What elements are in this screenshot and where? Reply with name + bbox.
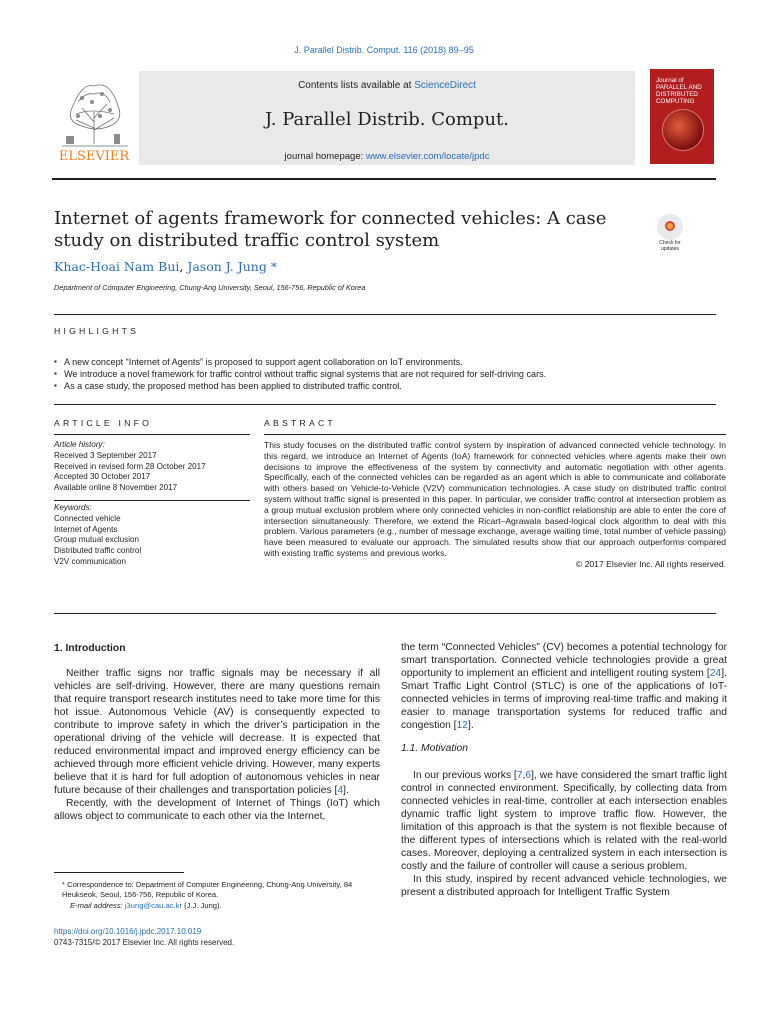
paragraph: In this study, inspired by recent advanced vehicle technologies, we present a distributed approach for Intelligent Traffic System — [401, 874, 727, 898]
paragraph-text: Neither traffic signs nor traffic signals may be necessary if all vehicles are self-driving. However, there are many questions remain that require transport research institutes need to take more time for this hot issue. Autonomous Vehicle (AV) is consequently expected to contribute to improve safety in which the driver’s participation in the operational driving of the vehicle will decrease. It is expected that reduced environmental impact and improved energy efficiency can be achieved through more efficient vehicle driving. However, many experts believe that it is hard for full adoption of autonomous vehicles in near future because of their challenges and transportation policies [ — [54, 668, 380, 796]
list-item: ▪ We introduce a novel framework for traffic control without traffic signal systems that are not required for self-driving cars. — [54, 368, 716, 380]
footnote-rule — [54, 872, 184, 873]
section-rule — [54, 404, 716, 405]
abstract-body — [264, 440, 726, 570]
check-for-updates-button[interactable] — [651, 214, 689, 252]
keyword: Distributed traffic control — [54, 546, 142, 556]
affiliation: Department of Computer Engineering, Chung-Ang University, Seoul, 156-756, Republic of Korea — [54, 283, 366, 292]
history-label: Article history: — [54, 440, 105, 449]
email-label: E-mail address: — [70, 900, 125, 910]
citation-link[interactable]: 4 — [337, 785, 344, 796]
homepage-prefix: journal homepage: — [284, 151, 366, 162]
author-list — [54, 259, 277, 274]
check-updates-icon — [657, 214, 683, 240]
footnote-mark: * — [62, 880, 65, 889]
paragraph-text: ]. — [468, 720, 474, 731]
history-entry: Accepted 30 October 2017 — [54, 472, 151, 482]
homepage-link[interactable]: www.elsevier.com/locate/jpdc — [365, 151, 490, 162]
issn-line: 0743-7315/© 2017 Elsevier Inc. All rights reserved. — [54, 938, 235, 947]
article-title: Internet of agents framework for connected vehicles: A case study on distributed traffic control system — [54, 208, 607, 251]
elsevier-tree-icon — [52, 72, 137, 162]
author-separator: , — [179, 259, 188, 274]
body-right-column — [401, 641, 727, 899]
author-link[interactable]: Jason J. Jung — [187, 259, 267, 274]
journal-cover[interactable] — [650, 69, 714, 164]
sciencedirect-link[interactable]: ScienceDirect — [414, 80, 476, 91]
subsection-heading: 1.1. Motivation — [401, 743, 468, 754]
contents-line — [139, 80, 635, 91]
keyword: V2V communication — [54, 556, 126, 566]
citation-link[interactable]: 6 — [525, 770, 532, 781]
citation-link[interactable]: 24 — [709, 668, 722, 679]
citation-separator: , — [522, 770, 526, 781]
contents-prefix: Contents lists available at — [298, 80, 415, 91]
keyword: Connected vehicle — [54, 513, 121, 523]
paragraph-text: the term “Connected Vehicles” (CV) becomes a potential technology for smart transportation. Connected vehicle technologies provide a great opportunity to implement an efficient and intelligent routing system [ — [401, 642, 727, 679]
body-left-column — [54, 642, 380, 823]
paragraph — [401, 641, 727, 732]
footnote-text: Correspondence to: Department of Computer Engineering, Chung-Ang University, 84 Heukseok, Seoul, 156-756, Republic of Korea. — [62, 880, 353, 900]
author-link[interactable]: Khac-Hoai Nam Bui — [54, 259, 180, 274]
corresponding-mark[interactable]: * — [266, 259, 278, 274]
highlights-list — [54, 356, 716, 393]
keyword: Group mutual exclusion — [54, 535, 140, 545]
paragraph: Recently, with the development of Internet of Things (IoT) which allows object to communicate to each other via the Internet, — [54, 798, 380, 822]
section-rule — [54, 314, 716, 315]
cover-artwork — [662, 109, 704, 151]
section-rule — [264, 434, 726, 435]
history-entry: Available online 8 November 2017 — [54, 483, 178, 493]
section-heading: 1. Introduction — [54, 643, 126, 654]
article-info-heading: ARTICLE INFO — [54, 418, 153, 428]
paragraph-text: ]. — [343, 785, 349, 796]
article-info — [54, 440, 250, 568]
doi-link[interactable]: https://doi.org/10.1016/j.jpdc.2017.10.019 — [54, 927, 202, 936]
footnote — [54, 880, 382, 911]
history-entry: Received in revised form 28 October 2017 — [54, 461, 206, 471]
cover-title: Journal of PARALLEL AND DISTRIBUTED COMPUTING — [656, 77, 702, 105]
section-rule — [54, 613, 716, 614]
paragraph-text: In our previous works [ — [413, 770, 517, 781]
elsevier-logo — [52, 72, 137, 162]
paragraph-text: ]. Smart Traffic Light Control (STLC) is one of the applications of IoT-connected vehicles in terms of improving real-time traffic and making it easier to manage transportation systems for reduced traffic and congestion [ — [401, 668, 727, 731]
publisher-wordmark: ELSEVIER — [58, 149, 130, 162]
journal-title: J. Parallel Distrib. Comput. — [264, 109, 509, 130]
homepage-line — [139, 151, 635, 162]
citation-link[interactable]: 12 — [456, 720, 468, 731]
email-suffix: (J.J. Jung). — [181, 900, 222, 910]
history-entry: Received 3 September 2017 — [54, 450, 157, 460]
keywords-rule — [54, 500, 250, 501]
abstract-heading: ABSTRACT — [264, 418, 336, 428]
header-rule — [52, 178, 716, 180]
check-updates-label: Check for updates — [659, 240, 681, 252]
citation-link[interactable]: 7 — [516, 770, 523, 781]
list-item: ▪ As a case study, the proposed method has been applied to distributed traffic control. — [54, 380, 716, 392]
email-link[interactable]: j3ung@cau.ac.kr — [124, 900, 182, 910]
journal-citation[interactable]: J. Parallel Distrib. Comput. 116 (2018) 89–95 — [294, 45, 474, 55]
paragraph — [54, 667, 380, 797]
list-item: ▪ A new concept “Internet of Agents” is proposed to support agent collaboration on IoT environments. — [54, 356, 716, 368]
keyword: Internet of Agents — [54, 524, 118, 534]
highlights-heading: HIGHLIGHTS — [54, 326, 140, 336]
doi-block — [54, 926, 234, 948]
paragraph-text: ], we have considered the smart traffic light control in connected environment. Specifically, by collecting data from connected vehicles in real-time, controller at each intersection enables dynamic traffic light system to improve traffic flow. However, the limitation of this approach is that the system is not flexible because of the different types of intersections which is related with the real-world cases. Moreover, deploying a centralized system in each intersection is costly and the failure of controller will cause a serious problem. — [401, 770, 727, 872]
abstract-copyright: © 2017 Elsevier Inc. All rights reserved. — [575, 558, 726, 569]
paragraph — [401, 769, 727, 873]
keywords-label: Keywords: — [54, 502, 92, 512]
abstract-text: This study focuses on the distributed traffic control system by inspiration of advanced connected vehicle technology. In this regard, we introduce an Internet of Agents (IoA) framework for connected vehicles where agents make their own decisions to improve the effectiveness of the system by connectivity and automatic negotiation with other agents. Specifically, each of the connected vehicles can be regarded as an agent which is able to communicate and collaborate with others based on Vehicle-to-Vehicle (V2V) communication technologies. A case study on distributed traffic control system without traffic signal is presented in this paper. In particular, we consider traffic control at intersection problem as a group mutual exclusion problem where only connected vehicles in non-conflict relationship are able to enter the core of intersection simultaneously. Therefore, we extend the Ricart–Agrawala based-logical clock algorithm to deal with this problem. Various parameters (e.g., number of message exchange, average waiting time, total number of vehicle passing) have been measured to evaluate our approach. The simulated results show that our approach outperforms compared with existing traffic systems and previous works. — [264, 440, 726, 558]
section-rule — [54, 434, 250, 435]
